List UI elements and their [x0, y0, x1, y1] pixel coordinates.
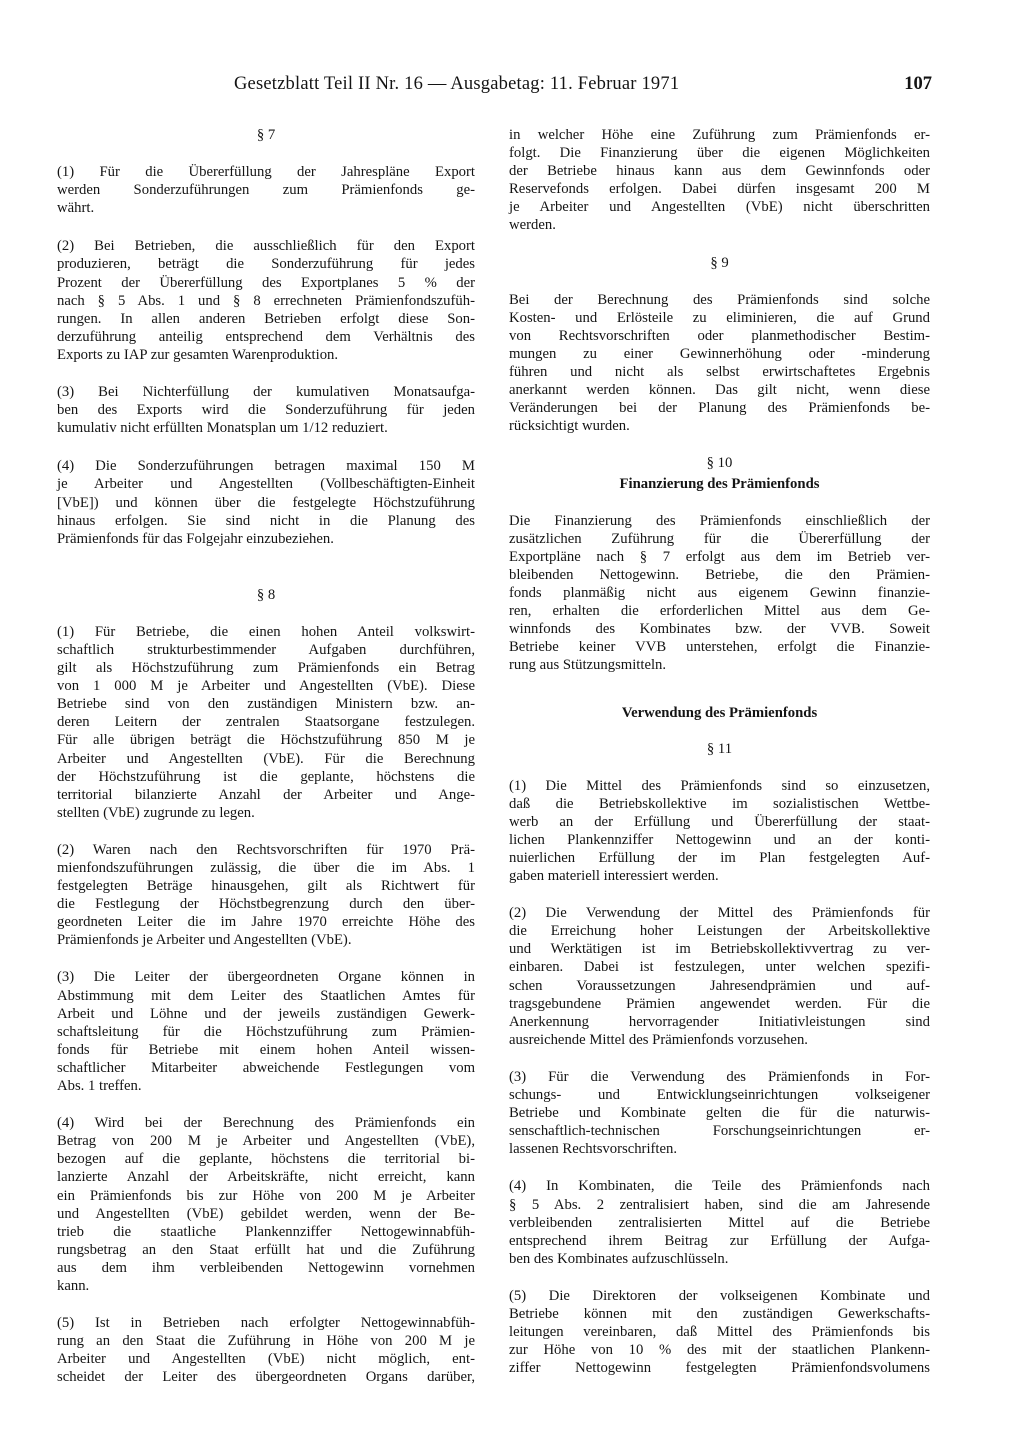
text-line: (3) Bei Nichterfüllung der kumulativen Monatsaufga-: [57, 384, 475, 401]
text-line: ausreichende Mittel des Prämienfonds vorzusehen.: [509, 1031, 808, 1048]
text-line: lanzierte Anzahl der Arbeitskräfte, nicht erreicht, kann: [57, 1169, 475, 1186]
text-line: Prozent der Übererfüllung des Exportplanes 5 % der: [57, 274, 475, 291]
text-line: Prämienfonds für das Folgejahr einzubeziehen.: [57, 530, 334, 547]
running-header-title: Gesetzblatt Teil II Nr. 16 — Ausgabetag: 11. Februar 1971: [234, 74, 680, 94]
paragraph: [509, 291, 930, 436]
text-line: werden.: [509, 217, 556, 234]
paragraph: [509, 126, 930, 235]
page-header: [234, 74, 934, 102]
text-line: Betriebe keiner VVB unterstehen, erfolgt die Finanzie-: [509, 639, 930, 656]
text-line: von Rechtsvorschriften oder planmethodischer Bestim-: [509, 327, 930, 344]
section-number: § 9: [710, 254, 729, 271]
paragraph: [509, 1177, 930, 1267]
text-line: rungsbetrag an den Staat erfüllt hat und die Zuführung: [57, 1241, 475, 1258]
spacer: [509, 272, 930, 291]
text-line: lassenen Rechtsvorschriften.: [509, 1141, 678, 1158]
text-line: Reservefonds erfolgen. Dabei dürfen insgesamt 200 M: [509, 181, 930, 198]
text-line: (4) In Kombinaten, die Teile des Prämienfonds nach: [509, 1178, 930, 1195]
text-line: (2) Bei Betrieben, die ausschließlich für den Export: [57, 238, 475, 255]
text-line: (5) Ist in Betrieben nach erfolgter Nettogewinnabfüh-: [57, 1315, 475, 1332]
text-line: senschaftlich-technischen Forschungseinrichtungen er-: [509, 1123, 930, 1140]
text-line: mienfondszuführungen zulässig, die über die im Abs. 1: [57, 860, 475, 876]
text-line: der Höchstzuführung ist die geplante, höchstens die: [57, 768, 475, 785]
text-line: schaftsleitung für die Höchstzuführung zum Prämien-: [57, 1023, 475, 1040]
text-line: gaben materiell interessiert werden.: [509, 868, 719, 885]
text-line: fonds für Betriebe mit einem hohen Anteil wissen-: [57, 1041, 475, 1058]
spacer: [509, 235, 930, 254]
text-line: Die Finanzierung des Prämienfonds einschließlich der: [509, 512, 930, 529]
text-line: Exportpläne nach § 7 erfolgt aus dem im Betrieb ver-: [509, 548, 930, 565]
text-line: Prämienfonds je Arbeiter und Angestellten (VbE).: [57, 932, 352, 949]
text-line: nuierlichen Erfüllung der im Plan festgelegten Auf-: [509, 850, 930, 866]
spacer: [57, 604, 475, 623]
text-line: schaftlich strukturbestimmender Aufgaben durchführen,: [57, 641, 475, 658]
text-line: hinaus erfolgen. Sie sind nicht in die Planung des: [57, 512, 475, 529]
paragraph: [509, 904, 930, 1049]
text-line: (5) Die Direktoren der volkseigenen Kombinate und: [509, 1287, 930, 1304]
spacer: [57, 217, 475, 237]
text-line: einbaren. Dabei ist festzulegen, unter welchen spezifi-: [509, 959, 930, 976]
text-line: (4) Die Sonderzuführungen betragen maximal 150 M: [57, 458, 475, 475]
text-line: entsprechend ihrem Beitrag zur Erfüllung der Aufga-: [509, 1232, 930, 1249]
text-line: zusätzlichen Zuführung für die Übererfüllung der: [509, 530, 930, 547]
text-line: verbleibenden zentralisierten Mittel auf die Betriebe: [509, 1214, 930, 1231]
text-line: Kosten- und Erlösteile zu eliminieren, die auf Grund: [509, 309, 930, 326]
spacer: [509, 1049, 930, 1068]
spacer: [57, 548, 475, 586]
paragraph: [509, 512, 930, 675]
text-line: derzuführung anteilig entsprechend dem Verhältnis des: [57, 328, 475, 345]
paragraph: [509, 777, 930, 886]
text-line: ein Prämienfonds bis zur Höhe von 200 M je Arbeiter: [57, 1187, 475, 1204]
text-line: ziffer Nettogewinn festgelegten Prämienfondsvolumens: [509, 1360, 930, 1377]
spacer: [57, 1295, 475, 1314]
text-line: je Arbeiter und Angestellten (Vollbeschäftigten-Einheit: [57, 476, 475, 493]
text-line: trieb die staatliche Plankennziffer Nettogewinnabfüh-: [57, 1223, 475, 1240]
spacer: [509, 723, 930, 740]
spacer: [509, 435, 930, 454]
text-line: § 5 Abs. 2 zentralisiert haben, sind die am Jahresende: [509, 1196, 930, 1213]
paragraph: [57, 237, 475, 364]
spacer: [57, 364, 475, 383]
text-line: territorial bilanzierte Anzahl der Arbeiter und Ange-: [57, 786, 475, 803]
text-line: währt.: [57, 200, 95, 217]
text-line: die Erreichung hoher Leistungen der Arbeitskollektive: [509, 923, 930, 940]
paragraph: [57, 1314, 475, 1386]
text-line: zur Höhe von 10 % des mit der staatlichen Plankenn-: [509, 1342, 930, 1359]
text-line: (1) Für Betriebe, die einen hohen Anteil volkswirt-: [57, 623, 475, 640]
text-line: tragsgebundene Prämien angewendet werden. Für die: [509, 995, 930, 1012]
text-line: schungs- und Entwicklungseinrichtungen volkseigener: [509, 1087, 930, 1104]
text-line: (3) Die Leiter der übergeordneten Organe können in: [57, 969, 475, 986]
section-title: Finanzierung des Prämienfonds: [619, 475, 820, 492]
spacer: [509, 885, 930, 904]
text-line: nach § 5 Abs. 1 und § 8 errechneten Prämienfondszufüh-: [57, 292, 475, 309]
section-number: § 11: [706, 740, 733, 757]
text-line: festgelegten Beträge hinausgehen, gilt als Richtwert für: [57, 878, 475, 895]
paragraph: [509, 1068, 930, 1158]
left-column: [57, 126, 475, 1386]
text-line: (3) Für die Verwendung des Prämienfonds in For-: [509, 1068, 930, 1085]
text-line: daß die Betriebskollektive im sozialistischen Wettbe-: [509, 795, 930, 812]
text-line: werden Sonderzuführungen zum Prämienfonds ge-: [57, 182, 475, 199]
paragraph: [57, 457, 475, 547]
text-line: werb an der Erfüllung und Übererfüllung der staat-: [509, 813, 930, 830]
paragraph: [57, 841, 475, 950]
text-line: je Arbeiter und Angestellten (VbE) nicht überschritten: [509, 199, 930, 216]
spacer: [509, 493, 930, 512]
text-line: rung an den Staat die Zuführung in Höhe von 200 M je: [57, 1333, 475, 1350]
spacer: [57, 437, 475, 457]
text-line: mungen zu einer Gewinnerhöhung oder -minderung: [509, 345, 930, 362]
text-line: lichen Plankennziffer Nettogewinn und an der konti-: [509, 831, 930, 848]
spacer: [509, 674, 930, 704]
text-line: anerkannt werden können. Das gilt nicht, wenn diese: [509, 382, 930, 399]
text-line: produzieren, beträgt die Sonderzuführung für jedes: [57, 256, 475, 273]
text-line: in welcher Höhe eine Zuführung zum Prämienfonds er-: [509, 127, 930, 143]
text-line: (1) Die Mittel des Prämienfonds sind so einzusetzen,: [509, 777, 930, 794]
text-line: Veränderungen bei der Planung des Prämienfonds be-: [509, 400, 930, 417]
text-line: Betriebe und Kombinate gelten die für die naturwis-: [509, 1105, 930, 1122]
text-line: schen Voraussetzungen Jahresendprämien und auf-: [509, 977, 930, 994]
text-line: Betrag von 200 M je Arbeiter und Angestellten (VbE),: [57, 1133, 475, 1150]
text-line: Arbeiter und Angestellten (VbE) nicht möglich, ent-: [57, 1351, 475, 1368]
text-line: Bei der Berechnung des Prämienfonds sind solche: [509, 291, 930, 308]
paragraph: [57, 163, 475, 217]
text-line: (2) Die Verwendung der Mittel des Prämienfonds für: [509, 905, 930, 922]
text-line: geordneten Leiter die im Jahre 1970 erreichte Höhe des: [57, 914, 475, 931]
text-line: (4) Wird bei der Berechnung des Prämienfonds ein: [57, 1115, 475, 1132]
spacer: [57, 144, 475, 163]
text-line: rung aus Stützungsmitteln.: [509, 657, 667, 674]
text-line: Für alle übrigen beträgt die Höchstzuführung 850 M je: [57, 732, 475, 749]
text-line: Anerkennung hervorragender Initiativleistungen sind: [509, 1013, 930, 1030]
text-line: folgt. Die Finanzierung über die eigenen Möglichkeiten: [509, 145, 930, 162]
spacer: [509, 1268, 930, 1287]
text-line: gilt als Höchstzuführung zum Prämienfonds ein Betrag: [57, 660, 475, 677]
text-line: stellten (VbE) zugrunde zu legen.: [57, 804, 255, 821]
paragraph: [57, 623, 475, 822]
text-line: ben des Exports wird die Sonderzuführung für jeden: [57, 402, 475, 419]
text-line: schaftlicher Mitarbeiter abweichende Festlegungen vom: [57, 1059, 475, 1076]
text-line: rücksichtigt wurden.: [509, 418, 630, 435]
section-number: § 8: [256, 586, 276, 603]
paragraph: [57, 1114, 475, 1295]
text-line: die Festlegung der Höchstbegrenzung durch den über-: [57, 896, 475, 913]
text-line: bleibenden Nettogewinn. Betriebe, die den Prämien-: [509, 566, 930, 583]
text-line: (2) Waren nach den Rechtsvorschriften für 1970 Prä-: [57, 841, 475, 858]
text-line: [VbE]) und können über die festgelegte Höchstzuführung: [57, 494, 475, 511]
text-line: winnfonds des Kombinates bzw. der VVB. Soweit: [509, 621, 930, 638]
text-line: und Angestellten (VbE) gebildet werden, wenn der Be-: [57, 1205, 475, 1222]
text-line: ren, erhalten die erforderlichen Mittel aus dem Ge-: [509, 603, 930, 620]
text-line: ben des Kombinates aufzuschlüsseln.: [509, 1250, 729, 1267]
page-number: 107: [904, 74, 932, 94]
text-line: Abs. 1 treffen.: [57, 1078, 142, 1095]
text-line: kumulativ nicht erfüllten Monatsplan um 1/12 reduziert.: [57, 420, 388, 437]
spacer: [509, 1158, 930, 1177]
text-line: (1) Für die Übererfüllung der Jahrespläne Export: [57, 164, 475, 181]
spacer: [57, 1095, 475, 1114]
section-number: § 10: [706, 455, 733, 472]
text-line: Arbeiter und Angestellten (VbE). Für die Berechnung: [57, 750, 475, 767]
text-line: scheidet der Leiter des übergeordneten Organs darüber,: [57, 1369, 475, 1386]
text-line: deren Leitern der zentralen Staatsorgane festzulegen.: [57, 714, 475, 731]
spacer: [57, 822, 475, 841]
text-line: leitungen vereinbaren, daß Mittel des Prämienfonds bis: [509, 1324, 930, 1341]
text-line: Exports zu IAP zur gesamten Warenproduktion.: [57, 346, 339, 363]
text-line: von 1 000 M je Arbeiter und Angestellten (VbE). Diese: [57, 678, 475, 695]
paragraph: [57, 968, 475, 1095]
right-column: [509, 126, 930, 1377]
text-line: fonds planmäßig nicht aus eigenem Gewinn finanzie-: [509, 584, 930, 601]
text-line: führen und nicht als selbst erwirtschaftetes Ergebnis: [509, 364, 930, 381]
text-line: rungen. In allen anderen Betrieben erfolgt diese Son-: [57, 310, 475, 327]
text-line: Betriebe sind von den zuständigen Ministern bzw. an-: [57, 696, 475, 713]
paragraph: [509, 1287, 930, 1377]
text-line: der Betriebe hinaus kann aus dem Gewinnfonds oder: [509, 163, 930, 180]
section-title: Verwendung des Prämienfonds: [621, 705, 818, 722]
spacer: [57, 949, 475, 968]
text-line: Abstimmung mit dem Leiter des Staatlichen Amtes für: [57, 987, 475, 1004]
text-line: aus dem ihm verbleibenden Nettogewinn vornehmen: [57, 1259, 475, 1276]
text-line: bezogen auf die geplante, höchstens die territorial bi-: [57, 1151, 475, 1168]
text-line: Betriebe können mit den zuständigen Gewerkschafts-: [509, 1305, 930, 1322]
text-line: und Werktätigen ist im Betriebskollektivvertrag zu ver-: [509, 941, 930, 958]
paragraph: [57, 383, 475, 437]
spacer: [509, 758, 930, 777]
section-number: § 7: [256, 127, 276, 143]
text-line: kann.: [57, 1277, 90, 1294]
text-line: Arbeit und Löhne und der jeweils zuständigen Gewerk-: [57, 1005, 475, 1022]
